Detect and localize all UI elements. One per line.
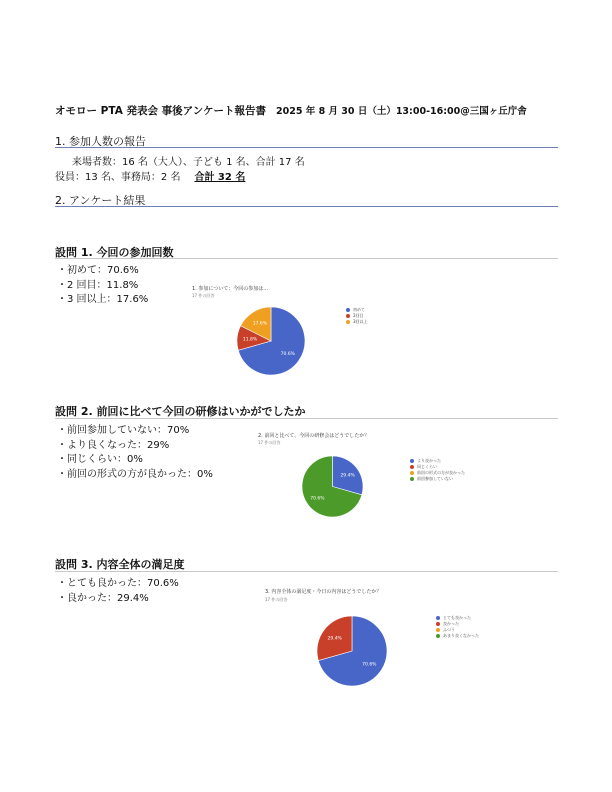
pie-label: 29.4% bbox=[340, 473, 355, 479]
section1-heading: 1. 参加人数の報告 bbox=[55, 135, 146, 148]
q2-bullet: ・前回参加していない：70% bbox=[57, 425, 190, 436]
section2-heading: 2. アンケート結果 bbox=[55, 194, 146, 207]
staff-line bbox=[55, 168, 245, 183]
legend-label: より良かった bbox=[417, 458, 441, 463]
q1-rule bbox=[55, 258, 558, 259]
pie-label: 11.8% bbox=[242, 337, 258, 343]
q2-pie-chart bbox=[301, 455, 364, 518]
legend-label: とても良かった bbox=[443, 615, 471, 620]
section1-rule bbox=[55, 147, 558, 148]
title-text: オモロー PTA 発表会 事後アンケート報告書 bbox=[55, 105, 267, 117]
pie-label: 70.6% bbox=[310, 496, 325, 502]
legend-swatch bbox=[346, 308, 350, 312]
q1-chart-subtitle: 17 件の回答 bbox=[192, 293, 215, 298]
grand-total: 合計 32 名 bbox=[194, 172, 246, 183]
legend-label: 前回参加していない bbox=[417, 476, 453, 481]
q2-chart-title: 2. 前回と比べて、今回の研修会はどうでしたか？ bbox=[258, 433, 370, 439]
q1-bullet: ・3 回以上：17.6% bbox=[57, 294, 149, 305]
event-date: 2025 年 8 月 30 日（土）13:00-16:00@三国ヶ丘庁舎 bbox=[276, 106, 527, 117]
legend-label: 初めて bbox=[353, 307, 365, 312]
q2-bullet: ・前回の形式の方が良かった：0% bbox=[57, 468, 213, 480]
section2-rule bbox=[55, 206, 558, 207]
q3-bullet: ・良かった：29.4% bbox=[57, 592, 149, 604]
pie-label: 70.6% bbox=[280, 352, 295, 358]
legend-item bbox=[436, 633, 479, 639]
q1-pie-chart bbox=[236, 306, 306, 376]
legend-label: 2回目 bbox=[353, 313, 364, 318]
q3-rule bbox=[55, 571, 558, 572]
legend-swatch bbox=[436, 622, 440, 626]
legend-swatch bbox=[346, 314, 350, 318]
legend-label: 前回の形式の方が良かった bbox=[417, 470, 465, 475]
q3-bullets bbox=[57, 577, 179, 606]
legend-swatch bbox=[436, 628, 440, 632]
legend-swatch bbox=[410, 459, 414, 463]
q2-chart-subtitle: 17 件の回答 bbox=[258, 440, 281, 445]
staff-text: 役員：13 名、事務局：2 名 bbox=[55, 172, 181, 183]
legend-swatch bbox=[436, 616, 440, 620]
q2-legend bbox=[410, 458, 465, 482]
legend-label: 良かった bbox=[443, 621, 459, 626]
legend-label: ふつう bbox=[443, 627, 455, 632]
legend-swatch bbox=[346, 320, 350, 324]
legend-item bbox=[346, 319, 368, 325]
q2-bullet: ・より良くなった：29% bbox=[57, 439, 170, 451]
legend-item bbox=[410, 476, 465, 482]
legend-swatch bbox=[410, 465, 414, 469]
legend-swatch bbox=[410, 477, 414, 481]
legend-label: あまり良くなかった bbox=[443, 633, 479, 638]
q3-heading: 設問 3. 内容全体の満足度 bbox=[55, 558, 185, 571]
q2-bullets bbox=[57, 424, 213, 482]
pie-label: 70.6% bbox=[362, 662, 377, 668]
q3-pie-chart bbox=[316, 615, 388, 687]
q3-chart-subtitle: 17 件の回答 bbox=[265, 597, 288, 602]
legend-label: 3回以上 bbox=[353, 319, 368, 324]
q3-legend bbox=[436, 615, 479, 639]
q1-bullet: ・初めて：70.6% bbox=[57, 265, 139, 276]
q1-bullet: ・2 回目：11.8% bbox=[57, 279, 139, 291]
q1-chart-title: 1. 参加について：今回の参加は... bbox=[192, 286, 269, 292]
document-title bbox=[55, 103, 527, 118]
q1-legend bbox=[346, 307, 368, 325]
q1-bullets bbox=[57, 264, 148, 308]
legend-swatch bbox=[436, 634, 440, 638]
attendance-line: 来場者数：16 名（大人）、子ども 1 名、合計 17 名 bbox=[72, 157, 305, 168]
q2-heading: 設問 2. 前回に比べて今回の研修はいかがでしたか bbox=[55, 405, 306, 418]
q2-bullet: ・同じくらい：0% bbox=[57, 454, 143, 465]
q3-bullet: ・とても良かった：70.6% bbox=[57, 578, 179, 589]
legend-swatch bbox=[410, 471, 414, 475]
legend-label: 同じくらい bbox=[417, 464, 437, 469]
q1-heading: 設問 1. 今回の参加回数 bbox=[55, 246, 174, 259]
pie-label: 29.4% bbox=[327, 636, 342, 642]
q3-chart-title: 3. 内容全体の満足度・今日の内容はどうでしたか？ bbox=[265, 589, 382, 595]
pie-label: 17.6% bbox=[252, 321, 268, 327]
q2-rule bbox=[55, 418, 558, 419]
